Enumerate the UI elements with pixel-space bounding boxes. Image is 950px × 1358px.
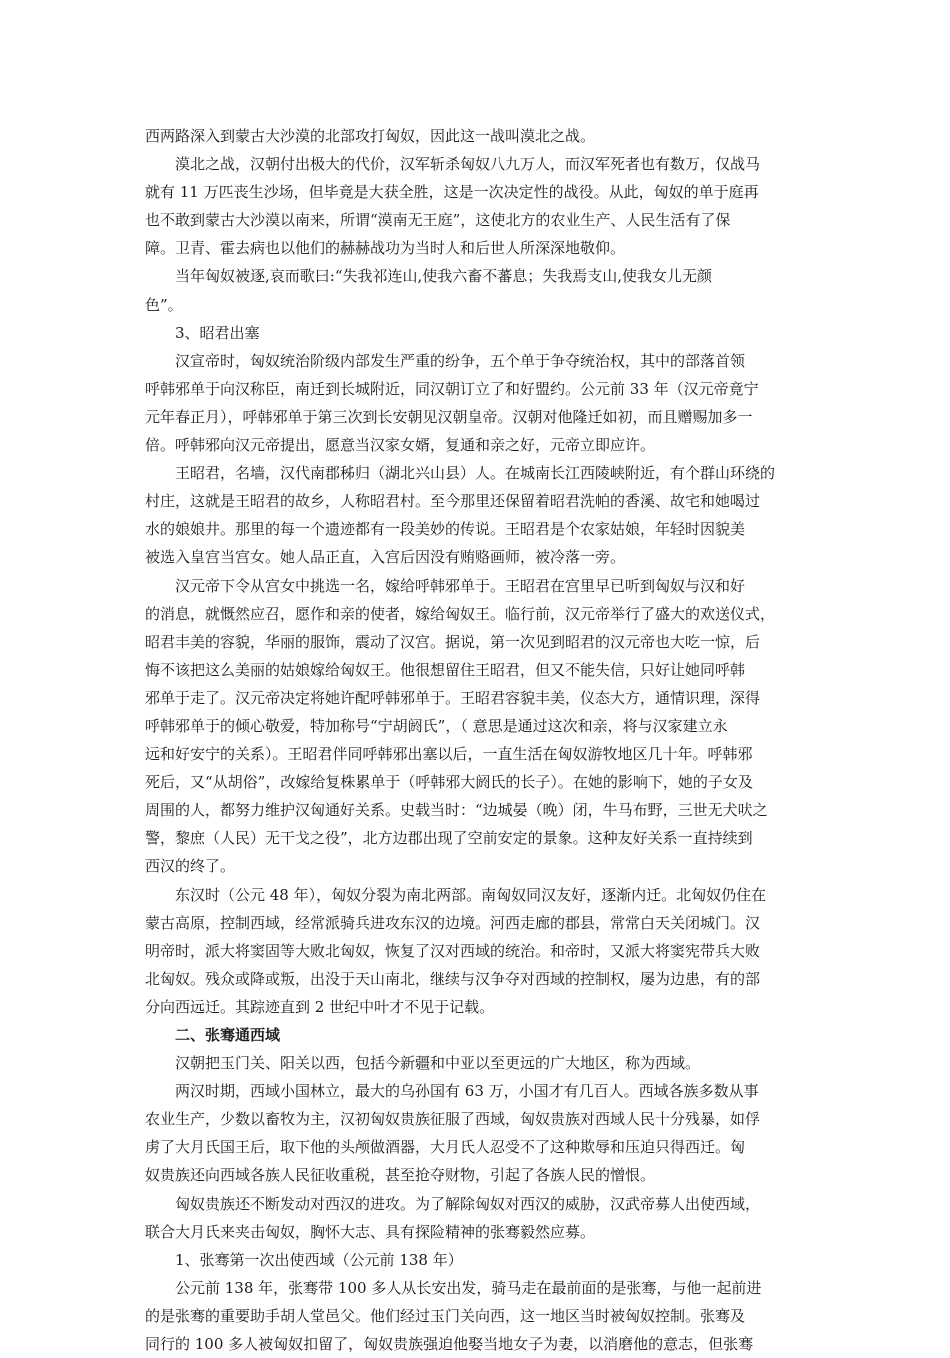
paragraph: 汉元帝下令从宫女中挑选一名，嫁给呼韩邪单于。王昭君在宫里早已听到匈奴与汉和好 的消息，就慨然应召，愿作和亲的使者，嫁给匈奴王。临行前，汉元帝举行了盛大的欢送仪式， 昭君丰美的容貌，华丽的服饰，震动了汉宫。据说，第一次见到昭君的汉元帝也大吃一惊，后 悔不该把这么美丽的姑娘嫁给匈奴王。他很想留住王昭君，但又不能失信，只好让她同呼韩 邪单于走了。汉元帝决定将她许配呼韩邪单于。王昭君容貌丰美，仪态大方，通情识理，深得 呼韩邪单于的倾心敬爱，特加称号“宁胡阏氏”，（ 意思是通过这次和亲，将与汉家建立永 远和好安宁的关系）。王昭君伴同呼韩邪出塞以后，一直生活在匈奴游牧地区几十年。呼韩邪 死后，又“从胡俗”，改嫁给复株累单于（呼韩邪大阏氏的长子）。在她的影响下，她的子女及 周围的人，都努力维护汉匈通好关系。史载当时：“边城晏（晚）闭，牛马布野，三世无犬吠之 警，黎庶（人民）无干戈之役”，北方边郡出现了空前安定的景象。这种友好关系一直持续到 西汉的终了。 bbox=[145, 576, 776, 876]
subheading: 1、张骞第一次出使西域（公元前 138 年） bbox=[145, 1250, 463, 1269]
document-body bbox=[145, 122, 807, 1358]
paragraph: 汉朝把玉门关、阳关以西，包括今新疆和中亚以至更远的广大地区，称为西域。 bbox=[145, 1054, 701, 1073]
subheading: 3、昭君出塞 bbox=[145, 323, 260, 342]
paragraph: 两汉时期，西域小国林立，最大的乌孙国有 63 万，小国才有几百人。西域各族多数从事 农业生产，少数以畜牧为主，汉初匈奴贵族征服了西域，匈奴贵族对西域人民十分残暴，如俘 虏了大月氏国王后，取下他的头颅做酒器，大月氏人忍受不了这种欺辱和压迫只得西迁。匈 奴贵族还向西域各族人民征收重税，甚至抢夺财物，引起了各族人民的憎恨。 bbox=[145, 1082, 761, 1185]
paragraph: 匈奴贵族还不断发动对西汉的进攻。为了解除匈奴对西汉的威胁，汉武帝募人出使西域， 联合大月氏来夹击匈奴，胸怀大志、具有探险精神的张骞毅然应募。 bbox=[145, 1194, 761, 1241]
paragraph: 当年匈奴被逐,哀而歌曰:“失我祁连山,使我六畜不蕃息；失我焉支山,使我女儿无颜 色”。 bbox=[145, 267, 713, 314]
paragraph: 汉宣帝时，匈奴统治阶级内部发生严重的纷争，五个单于争夺统治权，其中的部落首领 呼韩邪单于向汉称臣，南迁到长城附近，同汉朝订立了和好盟约。公元前 33 年（汉元帝竟宁 元年春正月），呼韩邪单于第三次到长安朝见汉朝皇帝。汉朝对他隆迁如初，而且赠赐加多一 倍。呼韩邪向汉元帝提出，愿意当汉家女婿，复通和亲之好，元帝立即应许。 bbox=[145, 351, 759, 455]
paragraph: 漠北之战，汉朝付出极大的代价，汉军斩杀匈奴八九万人，而汉军死者也有数万，仅战马 就有 11 万匹丧生沙场，但毕竟是大获全胜，这是一次决定性的战役。从此，匈奴的单于庭再 也不敢到蒙古大沙漠以南来，所谓“漠南无王庭”，这使北方的农业生产、人民生活有了保 障。卫青、霍去病也以他们的赫赫战功为当时人和后世人所深深地敬仰。 bbox=[145, 155, 761, 258]
paragraph: 东汉时（公元 48 年），匈奴分裂为南北两部。南匈奴同汉友好，逐渐内迁。北匈奴仍住在 蒙古高原，控制西域，经常派骑兵进攻东汉的边境。河西走廊的郡县，常常白天关闭城门。汉 明帝时，派大将窦固等大败北匈奴，恢复了汉对西域的统治。和帝时，又派大将窦宪带兵大败 北匈奴。残众或降或叛，出没于天山南北，继续与汉争夺对西域的控制权，屡为边患，有的部 分向西远迁。其踪迹直到 2 世纪中叶才不见于记载。 bbox=[145, 885, 767, 1016]
section-heading: 二、张骞通西域 bbox=[145, 1026, 281, 1044]
paragraph: 公元前 138 年，张骞带 100 多人从长安出发，骑马走在最前面的是张骞，与他一起前进 的是张骞的重要助手胡人堂邑父。他们经过玉门关向西，这一地区当时被匈奴控制。张骞及 同行的 100 多人被匈奴扣留了，匈奴贵族强迫他娶当地女子为妻，以消磨他的意志，但张骞 bbox=[145, 1278, 762, 1354]
paragraph: 西两路深入到蒙古大沙漠的北部攻打匈奴，因此这一战叫漠北之战。 bbox=[145, 127, 596, 145]
paragraph: 王昭君，名墙，汉代南郡秭归（湖北兴山县）人。在城南长江西陵峡附近，有个群山环绕的 村庄，这就是王昭君的故乡，人称昭君村。至今那里还保留着昭君洗帕的香溪、故宅和她喝过 水的娘娘井。那里的每一个遗迹都有一段美妙的传说。王昭君是个农家姑娘，年轻时因貌美 被选入皇宫当宫女。她人品正直，入宫后因没有贿赂画师，被冷落一旁。 bbox=[145, 464, 776, 567]
